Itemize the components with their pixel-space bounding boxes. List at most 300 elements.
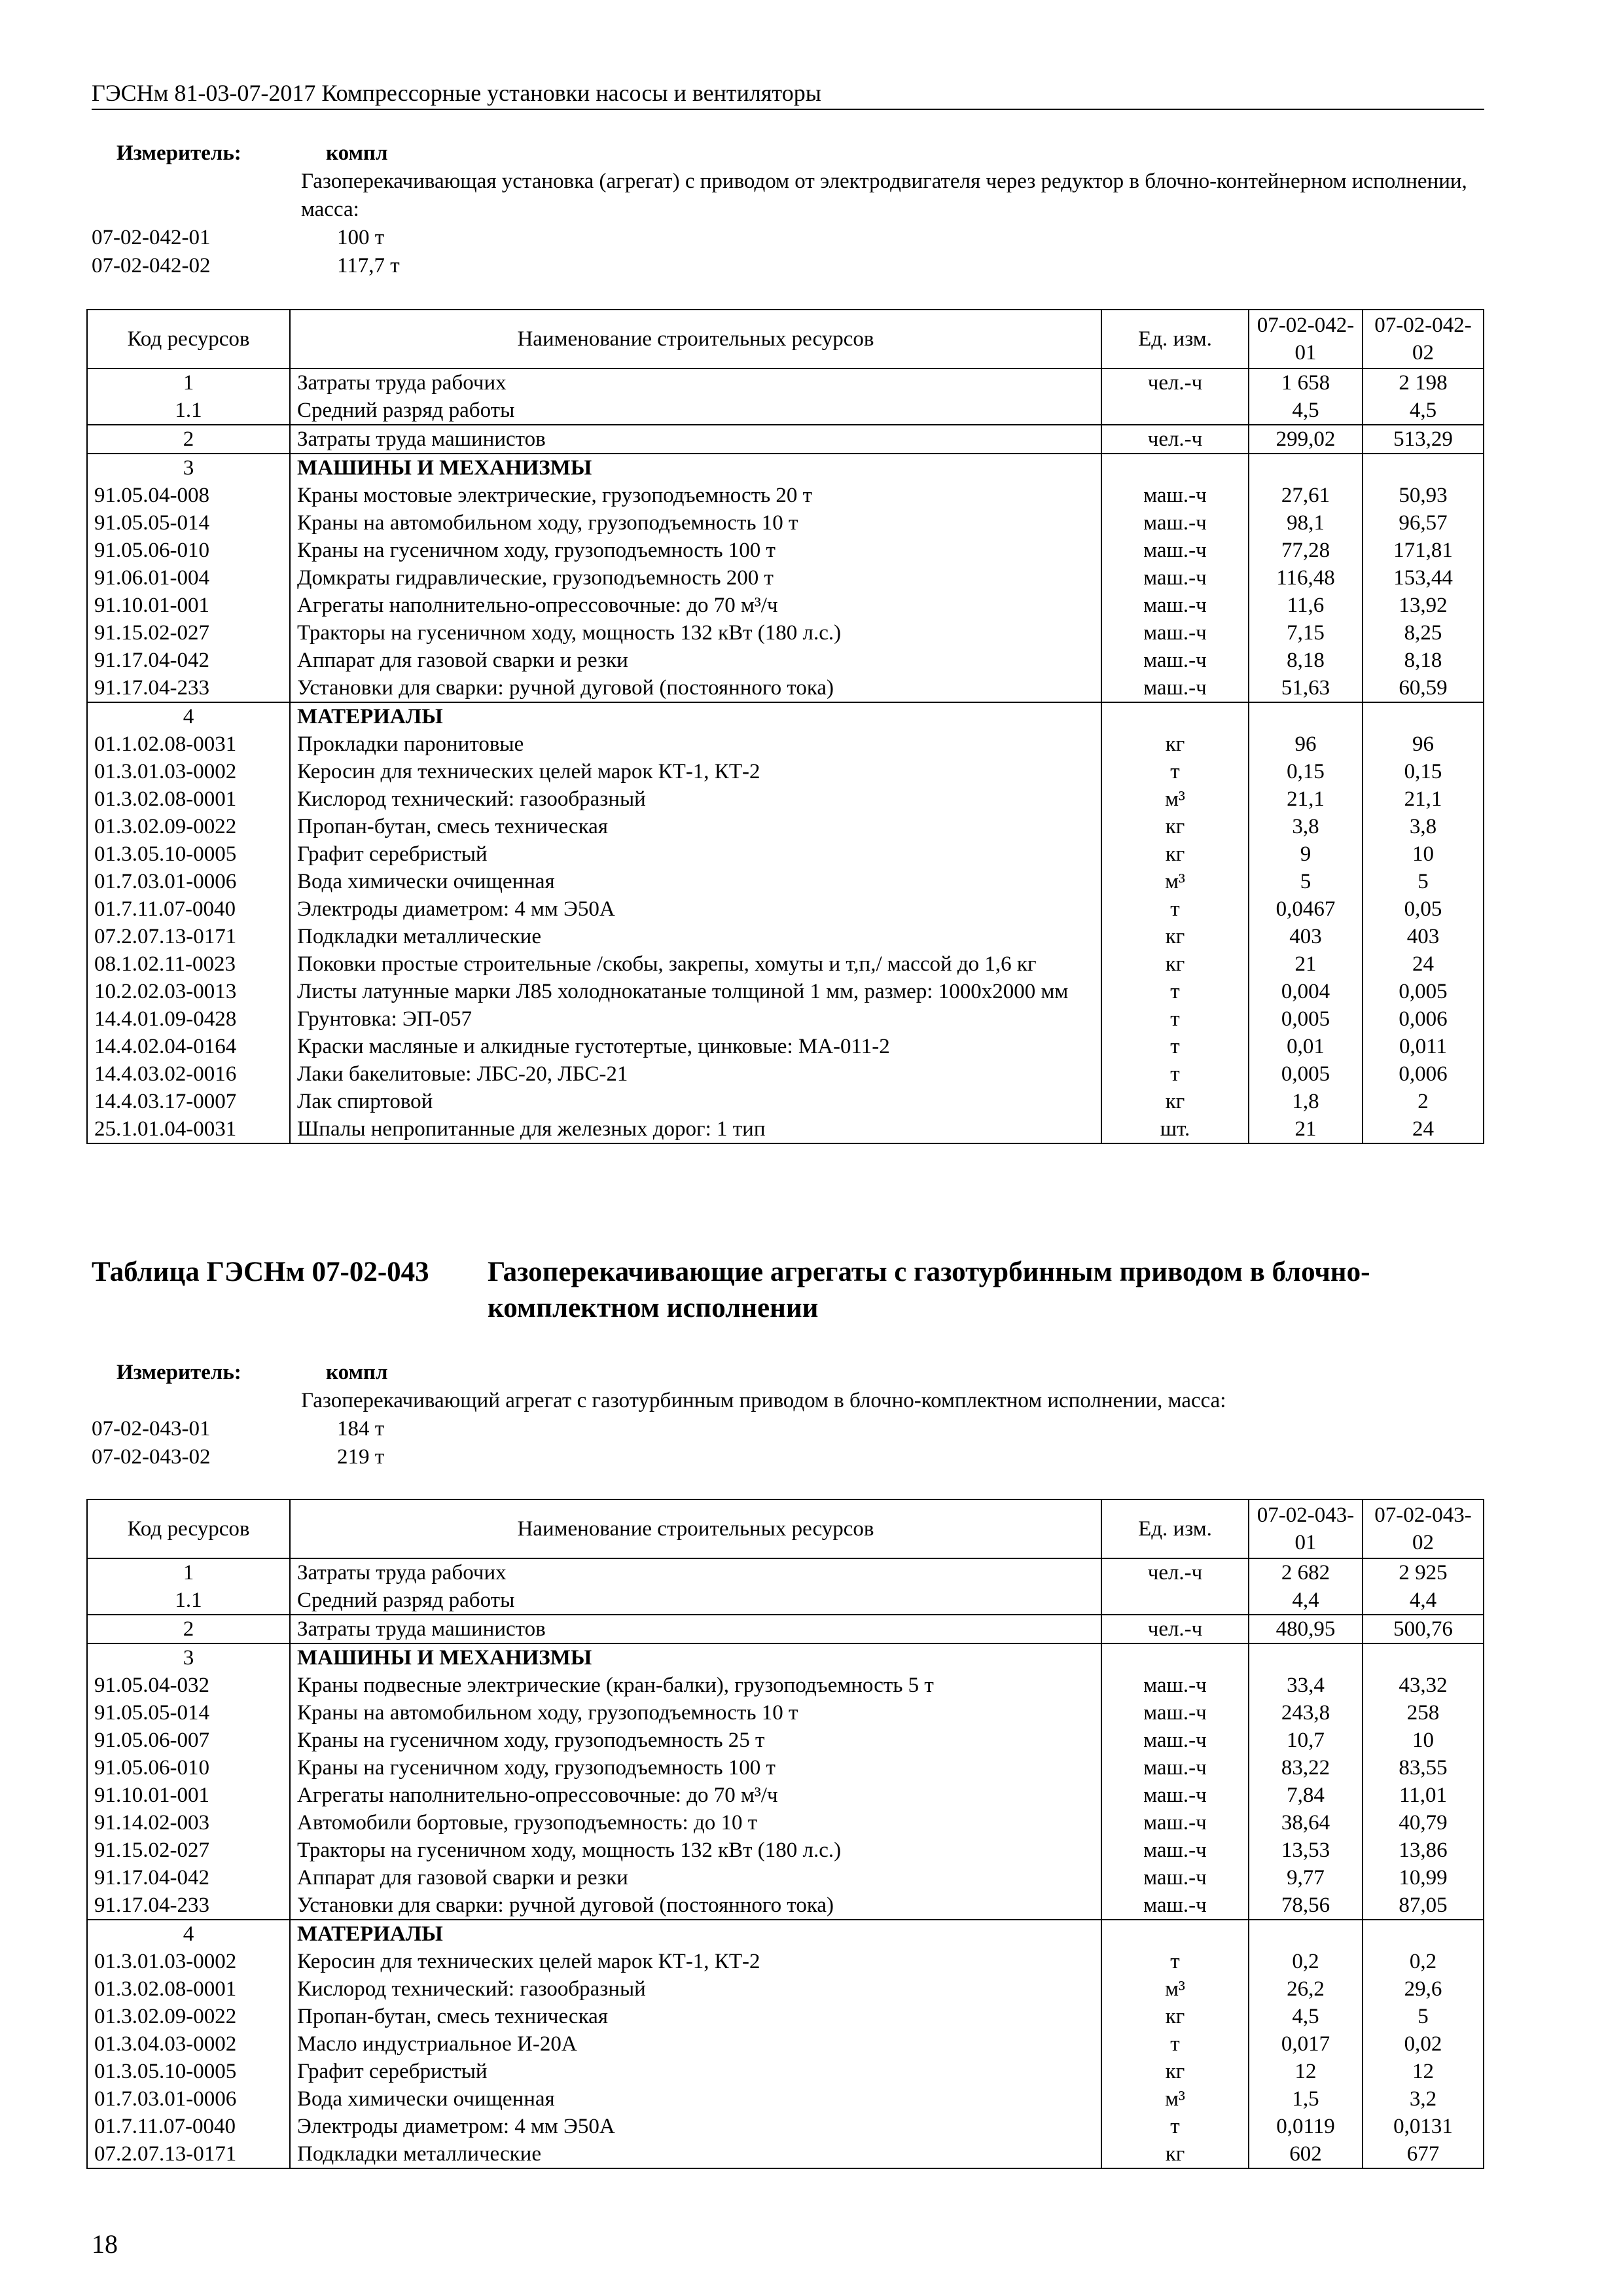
value-col2: 2 925 [1363, 1558, 1484, 1587]
table-row [87, 509, 1484, 537]
resource-code: 01.7.11.07-0040 [87, 895, 290, 923]
category-row [87, 1615, 1484, 1643]
value-col2: 2 198 [1363, 368, 1484, 397]
value-col2: 43,32 [1363, 1672, 1484, 1699]
value-col1: 78,56 [1249, 1892, 1363, 1920]
resource-code: 2 [87, 425, 290, 454]
page-number: 18 [92, 2229, 118, 2259]
value-col2: 3,2 [1363, 2085, 1484, 2113]
value-col1: 13,53 [1249, 1837, 1363, 1864]
resource-code: 1 [87, 1558, 290, 1587]
value-col2: 513,29 [1363, 425, 1484, 454]
value-col1: 299,02 [1249, 425, 1363, 454]
value-col2: 10 [1363, 840, 1484, 868]
resource-name: Агрегаты наполнительно-опрессовочные: до 70 м³/ч [290, 1782, 1101, 1809]
resource-code: 3 [87, 1643, 290, 1672]
value-col2: 258 [1363, 1699, 1484, 1727]
value-col1: 9,77 [1249, 1864, 1363, 1892]
unit-cell: т [1101, 1948, 1249, 1975]
resource-code: 91.05.04-008 [87, 482, 290, 509]
table-row [87, 1975, 1484, 2003]
value-col2: 0,2 [1363, 1948, 1484, 1975]
resource-name: Вода химически очищенная [290, 2085, 1101, 2113]
value-col1: 4,5 [1249, 2003, 1363, 2030]
unit-cell: кг [1101, 923, 1249, 950]
value-col2: 0,006 [1363, 1060, 1484, 1088]
resource-code: 14.4.02.04-0164 [87, 1033, 290, 1060]
value-col2: 171,81 [1363, 537, 1484, 564]
unit-cell [1101, 1643, 1249, 1672]
resource-name: Краны подвесные электрические (кран-балки), грузоподъемность 5 т [290, 1672, 1101, 1699]
value-col2: 500,76 [1363, 1615, 1484, 1643]
resource-name: Тракторы на гусеничном ходу, мощность 132 кВт (180 л.с.) [290, 1837, 1101, 1864]
resource-code: 91.15.02-027 [87, 619, 290, 647]
value-col2: 60,59 [1363, 674, 1484, 702]
value-col2: 4,4 [1363, 1587, 1484, 1615]
resource-code: 01.3.02.09-0022 [87, 813, 290, 840]
category-row [87, 702, 1484, 730]
resource-code: 14.4.03.02-0016 [87, 1060, 290, 1088]
table-row [87, 813, 1484, 840]
resource-code: 01.3.05.10-0005 [87, 2058, 290, 2085]
value-col2: 5 [1363, 868, 1484, 895]
unit-cell: т [1101, 1005, 1249, 1033]
resource-name: Масло индустриальное И-20А [290, 2030, 1101, 2058]
resource-code: 91.17.04-233 [87, 1892, 290, 1920]
value-col2: 0,011 [1363, 1033, 1484, 1060]
table-row [87, 1727, 1484, 1754]
unit-cell: т [1101, 1033, 1249, 1060]
value-col1: 116,48 [1249, 564, 1363, 592]
resource-code: 14.4.01.09-0428 [87, 1005, 290, 1033]
value-col1: 10,7 [1249, 1727, 1363, 1754]
value-col2: 4,5 [1363, 397, 1484, 425]
table-row [87, 1115, 1484, 1143]
resource-code: 01.1.02.08-0031 [87, 730, 290, 758]
measure-block-1 [92, 139, 1484, 280]
category-row [87, 1643, 1484, 1672]
resource-name: Подкладки металлические [290, 923, 1101, 950]
table-row [87, 950, 1484, 978]
value-col1: 480,95 [1249, 1615, 1363, 1643]
value-col2: 2 [1363, 1088, 1484, 1115]
resource-code: 01.3.04.03-0002 [87, 2030, 290, 2058]
resource-name: Установки для сварки: ручной дуговой (постоянного тока) [290, 1892, 1101, 1920]
unit-cell: маш.-ч [1101, 482, 1249, 509]
resource-name: МАШИНЫ И МЕХАНИЗМЫ [290, 454, 1101, 482]
value-col1: 8,18 [1249, 647, 1363, 674]
running-header: ГЭСНм 81-03-07-2017 Компрессорные установки насосы и вентиляторы [92, 80, 821, 106]
measure-description: Газоперекачивающий агрегат с газотурбинным приводом в блочно-комплектном исполнении, масса: [301, 1389, 1226, 1412]
value-col1: 403 [1249, 923, 1363, 950]
value-col1: 7,15 [1249, 619, 1363, 647]
table-row [87, 2085, 1484, 2113]
resource-code: 01.3.02.09-0022 [87, 2003, 290, 2030]
resource-code: 01.7.03.01-0006 [87, 2085, 290, 2113]
resource-code: 01.3.01.03-0002 [87, 758, 290, 785]
value-col1: 0,004 [1249, 978, 1363, 1005]
resource-name: Прокладки паронитовые [290, 730, 1101, 758]
header-code: Код ресурсов [87, 310, 290, 368]
value-col1: 4,4 [1249, 1587, 1363, 1615]
value-col1: 2 682 [1249, 1558, 1363, 1587]
table-row [87, 2140, 1484, 2168]
item-code: 07-02-042-01 [92, 226, 211, 249]
resource-name: Поковки простые строительные /скобы, закрепы, хомуты и т,п,/ массой до 1,6 кг [290, 950, 1101, 978]
resource-code: 01.3.01.03-0002 [87, 1948, 290, 1975]
resource-name: Краны на гусеничном ходу, грузоподъемность 100 т [290, 537, 1101, 564]
unit-cell: кг [1101, 2140, 1249, 2168]
value-col1: 38,64 [1249, 1809, 1363, 1837]
header-unit: Ед. изм. [1101, 310, 1249, 368]
resource-code: 91.05.05-014 [87, 1699, 290, 1727]
unit-cell: маш.-ч [1101, 674, 1249, 702]
unit-cell: т [1101, 978, 1249, 1005]
value-col2: 0,05 [1363, 895, 1484, 923]
table-row [87, 564, 1484, 592]
value-col1: 21 [1249, 950, 1363, 978]
table-row [87, 1864, 1484, 1892]
unit-cell: маш.-ч [1101, 1754, 1249, 1782]
table-title: Газоперекачивающие агрегаты с газотурбинным приводом в блочно-комплектном исполнении [488, 1257, 1370, 1323]
value-col2: 29,6 [1363, 1975, 1484, 2003]
value-col2: 96 [1363, 730, 1484, 758]
resource-code: 08.1.02.11-0023 [87, 950, 290, 978]
unit-cell: маш.-ч [1101, 647, 1249, 674]
resource-name: Тракторы на гусеничном ходу, мощность 132 кВт (180 л.с.) [290, 619, 1101, 647]
value-col2: 50,93 [1363, 482, 1484, 509]
resource-name: Вода химически очищенная [290, 868, 1101, 895]
unit-cell [1101, 454, 1249, 482]
value-col2: 5 [1363, 2003, 1484, 2030]
resource-code: 25.1.01.04-0031 [87, 1115, 290, 1143]
category-row [87, 368, 1484, 397]
value-col2 [1363, 1920, 1484, 1948]
resource-code: 01.3.02.08-0001 [87, 1975, 290, 2003]
value-col1 [1249, 454, 1363, 482]
value-col1 [1249, 702, 1363, 730]
unit-cell: т [1101, 758, 1249, 785]
resource-code: 1.1 [87, 1587, 290, 1615]
resource-code: 10.2.02.03-0013 [87, 978, 290, 1005]
resource-name: МАШИНЫ И МЕХАНИЗМЫ [290, 1643, 1101, 1672]
value-col2: 153,44 [1363, 564, 1484, 592]
value-col1: 27,61 [1249, 482, 1363, 509]
unit-cell: маш.-ч [1101, 592, 1249, 619]
value-col2: 0,15 [1363, 758, 1484, 785]
unit-cell [1101, 702, 1249, 730]
value-col2 [1363, 1643, 1484, 1672]
resource-code: 07.2.07.13-0171 [87, 2140, 290, 2168]
value-col2: 10 [1363, 1727, 1484, 1754]
table-row [87, 1033, 1484, 1060]
measure-unit: компл [326, 141, 388, 165]
header-col1: 07-02-043-01 [1249, 1499, 1363, 1558]
value-col2: 0,02 [1363, 2030, 1484, 2058]
resource-name: Кислород технический: газообразный [290, 785, 1101, 813]
item-value: 117,7 т [337, 254, 400, 278]
unit-cell: маш.-ч [1101, 564, 1249, 592]
category-row [87, 425, 1484, 454]
table-row [87, 1672, 1484, 1699]
resource-name: Краны на автомобильном ходу, грузоподъемность 10 т [290, 1699, 1101, 1727]
table-row [87, 923, 1484, 950]
table-row [87, 2003, 1484, 2030]
resource-name: Затраты труда рабочих [290, 1558, 1101, 1587]
table-row [87, 1699, 1484, 1727]
value-col1: 51,63 [1249, 674, 1363, 702]
value-col2: 96,57 [1363, 509, 1484, 537]
resource-code: 1 [87, 368, 290, 397]
table-row [87, 647, 1484, 674]
resource-code: 91.10.01-001 [87, 592, 290, 619]
value-col2: 0,005 [1363, 978, 1484, 1005]
table-row [87, 1892, 1484, 1920]
value-col1: 0,2 [1249, 1948, 1363, 1975]
resource-code: 91.17.04-233 [87, 674, 290, 702]
resource-code: 4 [87, 1920, 290, 1948]
resource-name: Краски масляные и алкидные густотертые, цинковые: МА-011-2 [290, 1033, 1101, 1060]
resource-code: 91.10.01-001 [87, 1782, 290, 1809]
value-col1: 7,84 [1249, 1782, 1363, 1809]
unit-cell: кг [1101, 2058, 1249, 2085]
table-row [87, 482, 1484, 509]
value-col2: 3,8 [1363, 813, 1484, 840]
value-col2: 8,18 [1363, 647, 1484, 674]
measure-unit: компл [326, 1361, 388, 1384]
item-value: 219 т [337, 1445, 385, 1469]
unit-cell [1101, 397, 1249, 425]
unit-cell: маш.-ч [1101, 1892, 1249, 1920]
value-col2: 24 [1363, 950, 1484, 978]
unit-cell: м³ [1101, 1975, 1249, 2003]
table-row [87, 730, 1484, 758]
value-col2: 40,79 [1363, 1809, 1484, 1837]
value-col2: 0,0131 [1363, 2113, 1484, 2140]
header-unit: Ед. изм. [1101, 1499, 1249, 1558]
value-col1: 3,8 [1249, 813, 1363, 840]
resource-code: 91.17.04-042 [87, 647, 290, 674]
resource-code: 91.05.04-032 [87, 1672, 290, 1699]
table-row [87, 674, 1484, 702]
table-row [87, 1060, 1484, 1088]
item-code: 07-02-043-01 [92, 1417, 211, 1441]
resource-name: Графит серебристый [290, 840, 1101, 868]
resource-name: Электроды диаметром: 4 мм Э50А [290, 895, 1101, 923]
table-row [87, 619, 1484, 647]
value-col1: 21,1 [1249, 785, 1363, 813]
value-col1: 9 [1249, 840, 1363, 868]
value-col2: 403 [1363, 923, 1484, 950]
resource-name: Кислород технический: газообразный [290, 1975, 1101, 2003]
resource-code: 91.17.04-042 [87, 1864, 290, 1892]
resource-name: Подкладки металлические [290, 2140, 1101, 2168]
unit-cell: м³ [1101, 868, 1249, 895]
measure-description: Газоперекачивающая установка (агрегат) с приводом от электродвигателя через редуктор в блочно-контейнерном исполнении, масса: [301, 170, 1467, 221]
resource-name: Установки для сварки: ручной дуговой (постоянного тока) [290, 674, 1101, 702]
unit-cell: т [1101, 2113, 1249, 2140]
table-row [87, 1754, 1484, 1782]
resource-code: 91.14.02-003 [87, 1809, 290, 1837]
value-col1 [1249, 1643, 1363, 1672]
resource-name: Керосин для технических целей марок КТ-1, КТ-2 [290, 1948, 1101, 1975]
resource-code: 1.1 [87, 397, 290, 425]
resource-name: Аппарат для газовой сварки и резки [290, 1864, 1101, 1892]
value-col1: 11,6 [1249, 592, 1363, 619]
resource-name: Шпалы непропитанные для железных дорог: 1 тип [290, 1115, 1101, 1143]
unit-cell: м³ [1101, 785, 1249, 813]
resource-name: Агрегаты наполнительно-опрессовочные: до 70 м³/ч [290, 592, 1101, 619]
table-row [87, 758, 1484, 785]
resource-name: МАТЕРИАЛЫ [290, 1920, 1101, 1948]
measure-label: Измеритель: [116, 1361, 241, 1384]
unit-cell: чел.-ч [1101, 368, 1249, 397]
table-row [87, 868, 1484, 895]
item-code: 07-02-043-02 [92, 1445, 211, 1469]
resource-code: 91.05.06-007 [87, 1727, 290, 1754]
unit-cell: чел.-ч [1101, 1558, 1249, 1587]
header-col2: 07-02-042-02 [1363, 310, 1484, 368]
category-row [87, 1920, 1484, 1948]
unit-cell [1101, 1587, 1249, 1615]
resource-code: 01.7.11.07-0040 [87, 2113, 290, 2140]
value-col2: 677 [1363, 2140, 1484, 2168]
measure-block-2 [92, 1359, 1484, 1471]
resource-name: Домкраты гидравлические, грузоподъемность 200 т [290, 564, 1101, 592]
unit-cell: кг [1101, 840, 1249, 868]
value-col1: 0,005 [1249, 1060, 1363, 1088]
value-col1: 243,8 [1249, 1699, 1363, 1727]
resource-name: Краны на гусеничном ходу, грузоподъемность 100 т [290, 1754, 1101, 1782]
unit-cell: т [1101, 895, 1249, 923]
resource-code: 3 [87, 454, 290, 482]
header-code: Код ресурсов [87, 1499, 290, 1558]
value-col1: 83,22 [1249, 1754, 1363, 1782]
unit-cell: чел.-ч [1101, 425, 1249, 454]
unit-cell: маш.-ч [1101, 619, 1249, 647]
unit-cell: т [1101, 2030, 1249, 2058]
value-col2 [1363, 702, 1484, 730]
table-row [87, 2113, 1484, 2140]
unit-cell: м³ [1101, 2085, 1249, 2113]
value-col1: 0,0119 [1249, 2113, 1363, 2140]
value-col1: 33,4 [1249, 1672, 1363, 1699]
resource-name: Средний разряд работы [290, 1587, 1101, 1615]
value-col1: 26,2 [1249, 1975, 1363, 2003]
unit-cell: кг [1101, 1088, 1249, 1115]
resource-name: Графит серебристый [290, 2058, 1101, 2085]
unit-cell: кг [1101, 730, 1249, 758]
table-row [87, 1587, 1484, 1615]
value-col1: 0,15 [1249, 758, 1363, 785]
resource-name: Затраты труда машинистов [290, 425, 1101, 454]
unit-cell: чел.-ч [1101, 1615, 1249, 1643]
unit-cell: маш.-ч [1101, 1837, 1249, 1864]
value-col2: 12 [1363, 2058, 1484, 2085]
table-row [87, 1837, 1484, 1864]
resource-code: 91.15.02-027 [87, 1837, 290, 1864]
value-col2 [1363, 454, 1484, 482]
value-col1: 0,005 [1249, 1005, 1363, 1033]
unit-cell: маш.-ч [1101, 1699, 1249, 1727]
value-col1: 96 [1249, 730, 1363, 758]
value-col1: 1 658 [1249, 368, 1363, 397]
unit-cell: маш.-ч [1101, 1727, 1249, 1754]
table-row [87, 895, 1484, 923]
table-row [87, 1005, 1484, 1033]
value-col1: 12 [1249, 2058, 1363, 2085]
resource-name: Лаки бакелитовые: ЛБС-20, ЛБС-21 [290, 1060, 1101, 1088]
table-row [87, 2058, 1484, 2085]
header-name: Наименование строительных ресурсов [290, 1499, 1101, 1558]
unit-cell: кг [1101, 813, 1249, 840]
value-col2: 24 [1363, 1115, 1484, 1143]
value-col2: 11,01 [1363, 1782, 1484, 1809]
resource-name: Краны на гусеничном ходу, грузоподъемность 25 т [290, 1727, 1101, 1754]
table-row [87, 1782, 1484, 1809]
value-col1: 1,8 [1249, 1088, 1363, 1115]
resource-name: Лак спиртовой [290, 1088, 1101, 1115]
resource-code: 91.05.05-014 [87, 509, 290, 537]
unit-cell: маш.-ч [1101, 1782, 1249, 1809]
header-name: Наименование строительных ресурсов [290, 310, 1101, 368]
value-col1 [1249, 1920, 1363, 1948]
unit-cell: кг [1101, 2003, 1249, 2030]
resource-code: 91.06.01-004 [87, 564, 290, 592]
resource-name: Краны на автомобильном ходу, грузоподъемность 10 т [290, 509, 1101, 537]
resource-name: Затраты труда машинистов [290, 1615, 1101, 1643]
table-row [87, 978, 1484, 1005]
value-col2: 10,99 [1363, 1864, 1484, 1892]
resource-code: 01.7.03.01-0006 [87, 868, 290, 895]
value-col1: 4,5 [1249, 397, 1363, 425]
item-value: 184 т [337, 1417, 385, 1441]
table-label: Таблица ГЭСНм 07-02-043 [92, 1257, 429, 1287]
table-row [87, 2030, 1484, 2058]
table-row [87, 1948, 1484, 1975]
resource-code: 91.05.06-010 [87, 537, 290, 564]
resource-name: МАТЕРИАЛЫ [290, 702, 1101, 730]
value-col1: 77,28 [1249, 537, 1363, 564]
table-row [87, 1809, 1484, 1837]
resource-name: Листы латунные марки Л85 холоднокатаные толщиной 1 мм, размер: 1000х2000 мм [290, 978, 1101, 1005]
value-col2: 13,92 [1363, 592, 1484, 619]
value-col2: 13,86 [1363, 1837, 1484, 1864]
value-col1: 1,5 [1249, 2085, 1363, 2113]
value-col2: 0,006 [1363, 1005, 1484, 1033]
value-col1: 602 [1249, 2140, 1363, 2168]
resource-name: Затраты труда рабочих [290, 368, 1101, 397]
unit-cell: маш.-ч [1101, 509, 1249, 537]
resource-code: 14.4.03.17-0007 [87, 1088, 290, 1115]
table-row [87, 1088, 1484, 1115]
item-value: 100 т [337, 226, 385, 249]
unit-cell: маш.-ч [1101, 1672, 1249, 1699]
table-row [87, 785, 1484, 813]
value-col1: 5 [1249, 868, 1363, 895]
category-row [87, 1558, 1484, 1587]
resource-table-1 [86, 309, 1484, 1144]
resource-name: Пропан-бутан, смесь техническая [290, 813, 1101, 840]
value-col2: 87,05 [1363, 1892, 1484, 1920]
unit-cell: шт. [1101, 1115, 1249, 1143]
resource-code: 07.2.07.13-0171 [87, 923, 290, 950]
value-col2: 8,25 [1363, 619, 1484, 647]
unit-cell: маш.-ч [1101, 537, 1249, 564]
resource-code: 4 [87, 702, 290, 730]
unit-cell: т [1101, 1060, 1249, 1088]
resource-code: 2 [87, 1615, 290, 1643]
